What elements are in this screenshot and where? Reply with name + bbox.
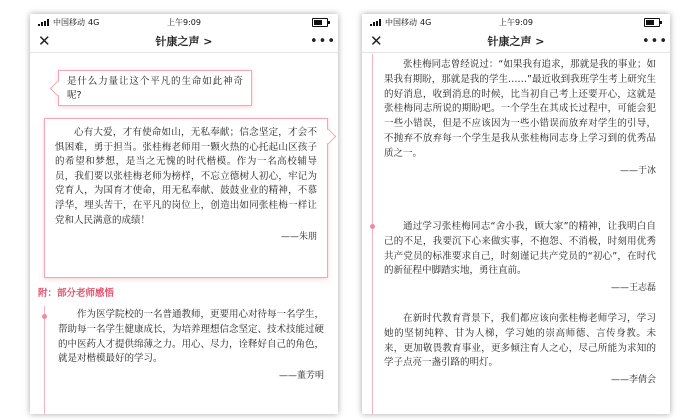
close-icon[interactable]: ✕ bbox=[38, 31, 51, 50]
right-phone-screen bbox=[362, 14, 670, 414]
essay-signature: ——董芳明 bbox=[278, 371, 324, 382]
account-title-link[interactable]: 针康之声 > bbox=[487, 35, 545, 48]
nav-bar bbox=[30, 30, 338, 53]
essay-text: 通过学习张桂梅同志“舍小我，顾大家”的精神，让我明白自己的不足，我要沉下心来做实事，不抱怨、不消极，时刻用优秀共产党员的标准要求自己，时刻谨记共产党员的“初心”，在时代的新征程中脚踏实地，勇往直前。 bbox=[384, 221, 656, 277]
network-label: 4G bbox=[420, 17, 432, 27]
timeline-dot bbox=[42, 314, 47, 319]
essay-text: 在新时代教育背景下，我们都应该向张桂梅老师学习，学习她的坚韧纯粹、甘为人梯，学习她的崇高师德、言传身教。未来，更加敬畏教育事业，更多倾注育人之心，尽己所能为求知的学子点亮一盏引路的明灯。 bbox=[384, 313, 656, 369]
status-bar bbox=[362, 14, 670, 30]
teacher-essay-2 bbox=[384, 58, 656, 178]
account-title-link[interactable]: 针康之声 > bbox=[155, 35, 213, 48]
essay-text: 张桂梅同志曾经说过：“如果我有追求，那就是我的事业；如果我有期盼，那就是我的学生……”最近收到我班学生考上研究生的好消息，收到消息的时候，比当初自己考上还要开心，这就是张桂梅同志所说的期盼吧。一个学生在其成长过程中，可能会犯一些小错误，但是不应该因为一些小错误而放弃对学生的引导，不抛弃不放弃每一个学生是我从张桂梅同志身上学习到的优秀品质之一。 bbox=[384, 59, 656, 159]
left-phone-screen bbox=[30, 14, 338, 414]
essay-signature: ——王志磊 bbox=[610, 283, 656, 294]
bubble-tail bbox=[50, 81, 66, 97]
clock-label: 上午9:09 bbox=[167, 18, 201, 27]
answer-text: 心有大爱，才有使命如山，无私奉献；信念坚定，才会不惧困难，勇于担当。张桂梅老师用一颗火热的心托起山区孩子的希望和梦想，是当之无愧的时代楷模。作为一名高校辅导员，我们要以张桂梅老师为榜样，不忘立德树人初心，牢记为党育人，为国育才使命，用无私奉献、鼓鼓业业的精神，不慕浮华，埋头苦干，在平凡的岗位上，创造出如同张桂梅一样让党和人民满意的成绩！ bbox=[55, 127, 317, 226]
battery-icon bbox=[312, 18, 328, 27]
answer-signature: ——朱朋 bbox=[280, 232, 317, 243]
more-options-icon[interactable]: ••• bbox=[641, 33, 668, 49]
essay-signature: ——李倩会 bbox=[610, 375, 656, 386]
clock-label: 上午9:09 bbox=[499, 18, 533, 27]
more-options-icon[interactable]: ••• bbox=[309, 33, 336, 49]
carrier-label: 中国移动 bbox=[53, 17, 85, 27]
teacher-essay-3 bbox=[384, 220, 656, 296]
question-text: 是什么力量让这个平凡的生命如此神奇呢? bbox=[67, 76, 243, 101]
bubble-tail bbox=[321, 129, 337, 145]
teacher-essay-1 bbox=[58, 308, 324, 384]
essay-text: 作为医学院校的一名普通教师，更要用心对待每一名学生，帮助每一名学生健康成长，为培养理想信念坚定、技术技能过硬的中医药人才提供绵薄之力。用心、尽力，诠释好自己的角色，就是对楷模最好的学习。 bbox=[58, 309, 325, 365]
timeline-dot bbox=[370, 224, 375, 229]
answer-bubble bbox=[44, 118, 328, 278]
essay-signature: ——于冰 bbox=[619, 165, 656, 176]
battery-icon bbox=[644, 18, 660, 27]
close-icon[interactable]: ✕ bbox=[370, 31, 383, 50]
timeline-line bbox=[372, 54, 373, 414]
timeline-line bbox=[44, 306, 45, 414]
question-bubble bbox=[58, 70, 252, 106]
carrier-label: 中国移动 bbox=[385, 17, 417, 27]
status-bar bbox=[30, 14, 338, 30]
appendix-heading: 附：部分老师感悟 bbox=[38, 288, 115, 299]
teacher-essay-4 bbox=[384, 312, 656, 388]
nav-bar bbox=[362, 30, 670, 53]
network-label: 4G bbox=[88, 17, 100, 27]
